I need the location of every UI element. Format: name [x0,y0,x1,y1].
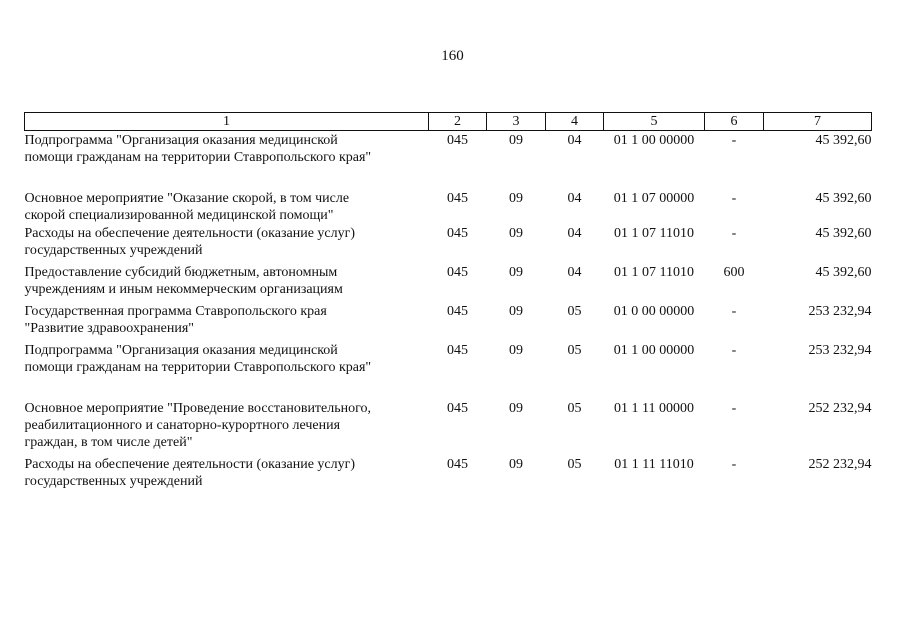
section-code-cell: 09 [509,133,523,148]
table-row [25,399,872,455]
item-name-line: Расходы на обеспечение деятельности (оказание услуг) [24,226,356,241]
item-name-line: Основное мероприятие "Оказание скорой, в том числе [24,191,350,206]
subsection-code-cell: 05 [567,304,582,319]
table-row [25,224,872,263]
table-row [25,302,872,341]
column-header-4: 4 [546,113,604,131]
column-header-1: 1 [25,113,429,131]
item-name-line: помощи гражданам на территории Ставропольского края" [24,360,372,375]
table-row [25,455,872,492]
amount-cell: 253 232,94 [808,343,872,358]
target-item-code-cell: 01 1 00 00000 [613,343,695,358]
expense-type-cell: - [731,457,737,472]
page-number: 160 [441,48,464,64]
column-header-3: 3 [487,113,546,131]
column-header-6: 6 [705,113,764,131]
subsection-code-cell: 04 [567,133,582,148]
expense-type-cell: - [731,133,737,148]
ministry-code-cell: 045 [447,226,468,241]
table-row [25,131,872,190]
amount-cell: 253 232,94 [808,304,872,319]
ministry-code-cell: 045 [447,265,468,280]
item-name-line: Предоставление субсидий бюджетным, автономным [24,265,338,280]
item-name-cell [25,302,429,341]
column-header-7: 7 [764,113,872,131]
item-name-cell [25,224,429,263]
item-name-line: реабилитационного и санаторно-курортного лечения [24,418,341,433]
subsection-code-cell: 05 [567,401,582,416]
subsection-code-cell: 04 [567,265,582,280]
section-code-cell: 09 [509,226,523,241]
item-name-line: государственных учреждений [24,474,203,489]
ministry-code-cell: 045 [447,133,468,148]
section-code-cell: 09 [509,401,523,416]
budget-table [24,112,872,492]
section-code-cell: 09 [509,191,523,206]
target-item-code-cell: 01 1 11 11010 [614,457,694,472]
ministry-code-cell: 045 [447,401,468,416]
item-name-line: скорой специализированной медицинской помощи" [24,208,334,223]
amount-cell: 252 232,94 [808,401,872,416]
item-name-line: государственных учреждений [24,243,203,258]
column-header-2: 2 [429,113,487,131]
subsection-code-cell: 05 [567,343,582,358]
table-header-row [25,113,872,131]
section-code-cell: 09 [509,265,523,280]
item-name-cell [25,341,429,399]
target-item-code-cell: 01 1 07 11010 [614,265,694,280]
item-name-line: помощи гражданам на территории Ставропольского края" [24,150,372,165]
target-item-code-cell: 01 1 07 00000 [613,191,695,206]
item-name-line: учреждениям и иным некоммерческим организациям [24,282,343,297]
item-name-cell [25,455,429,492]
item-name-line: Государственная программа Ставропольского края [24,304,327,319]
subsection-code-cell: 05 [567,457,582,472]
section-code-cell: 09 [509,457,523,472]
item-name-cell [25,189,429,224]
subsection-code-cell: 04 [567,191,582,206]
column-header-5: 5 [604,113,705,131]
expense-type-cell: 600 [723,265,745,280]
item-name-line: Подпрограмма "Организация оказания медицинской [24,343,338,358]
amount-cell: 45 392,60 [815,133,872,148]
amount-cell: 45 392,60 [815,191,872,206]
expense-type-cell: - [731,304,737,319]
item-name-line: "Развитие здравоохранения" [24,321,195,336]
target-item-code-cell: 01 0 00 00000 [613,304,695,319]
table-row [25,341,872,399]
target-item-code-cell: 01 1 07 11010 [614,226,694,241]
target-item-code-cell: 01 1 00 00000 [613,133,695,148]
item-name-cell [25,263,429,302]
amount-cell: 252 232,94 [808,457,872,472]
table-row [25,263,872,302]
expense-type-cell: - [731,401,737,416]
ministry-code-cell: 045 [447,457,468,472]
item-name-line: Подпрограмма "Организация оказания медицинской [24,133,338,148]
subsection-code-cell: 04 [567,226,582,241]
item-name-cell [25,399,429,455]
target-item-code-cell: 01 1 11 00000 [614,401,694,416]
ministry-code-cell: 045 [447,304,468,319]
ministry-code-cell: 045 [447,191,468,206]
section-code-cell: 09 [509,304,523,319]
item-name-cell [25,131,429,190]
item-name-line: Основное мероприятие "Проведение восстановительного, [24,401,372,416]
section-code-cell: 09 [509,343,523,358]
expense-type-cell: - [731,191,737,206]
expense-type-cell: - [731,226,737,241]
amount-cell: 45 392,60 [815,226,872,241]
item-name-line: Расходы на обеспечение деятельности (оказание услуг) [24,457,356,472]
amount-cell: 45 392,60 [815,265,872,280]
table-row [25,189,872,224]
expense-type-cell: - [731,343,737,358]
item-name-line: граждан, в том числе детей" [24,435,193,450]
ministry-code-cell: 045 [447,343,468,358]
